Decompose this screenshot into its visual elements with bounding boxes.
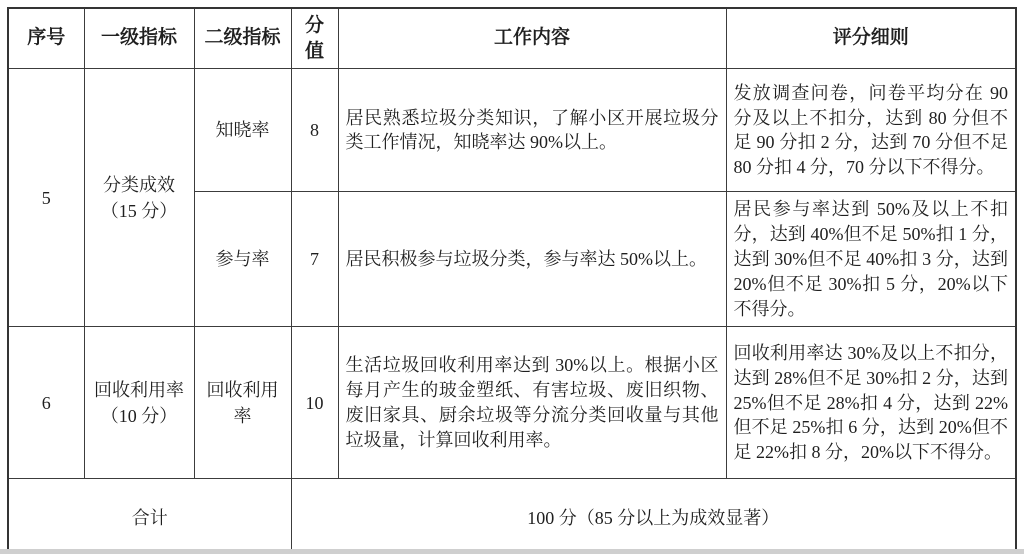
cell-score-recycling: 10 [291, 327, 338, 479]
cell-work-content-awareness: 居民熟悉垃圾分类知识，了解小区开展垃圾分类工作情况，知晓率达 90%以上。 [338, 69, 726, 192]
table-row-awareness-rate [8, 69, 1016, 192]
level1-label-line1: 回收利用率 [94, 379, 184, 400]
level1-label-line1: 分类成效 [103, 174, 175, 195]
cell-score-participation: 7 [291, 192, 338, 327]
cell-level2-recycling-rate: 回收利用率 [194, 327, 291, 479]
header-row [8, 8, 1016, 69]
header-cell-level1-indicator: 一级指标 [84, 8, 194, 69]
cell-scoring-rules-awareness: 发放调查问卷，问卷平均分在 90 分及以上不扣分，达到 80 分但不足 90 分扣 2 分，达到 70 分但不足 80 分扣 4 分，70 分以下不得分。 [726, 69, 1016, 192]
header-cell-score [291, 8, 338, 69]
header-cell-serial-number: 序号 [8, 8, 84, 69]
cell-total-label: 合计 [8, 479, 291, 554]
header-cell-work-content: 工作内容 [338, 8, 726, 69]
cell-work-content-participation: 居民积极参与垃圾分类，参与率达 50%以上。 [338, 192, 726, 327]
cell-work-content-recycling: 生活垃圾回收利用率达到 30%以上。根据小区每月产生的玻金塑纸、有害垃圾、废旧织物、废旧家具、厨余垃圾等分流分类回收量与其他垃圾量，计算回收利用率。 [338, 327, 726, 479]
score-header-label: 分值 [304, 15, 324, 62]
cell-serial-6: 6 [8, 327, 84, 479]
cell-serial-5: 5 [8, 69, 84, 327]
cell-scoring-rules-participation: 居民参与率达到 50%及以上不扣分，达到 40%但不足 50%扣 1 分，达到 30%但不足 40%扣 3 分，达到 20%但不足 30%扣 5 分，20%以下不得分。 [726, 192, 1016, 327]
cell-total-value: 100 分（85 分以上为成效显著） [291, 479, 1016, 554]
table-row-total [8, 479, 1016, 554]
header-cell-level2-indicator: 二级指标 [194, 8, 291, 69]
cell-scoring-rules-recycling: 回收利用率达 30%及以上不扣分，达到 28%但不足 30%扣 2 分，达到 25%但不足 28%扣 4 分，达到 22%但不足 25%扣 6 分，达到 20%但不足 22%扣 8 分，20%以下不得分。 [726, 327, 1016, 479]
cell-level1-classification-effect [84, 69, 194, 327]
cell-score-awareness: 8 [291, 69, 338, 192]
screenshot-bottom-edge [0, 549, 1024, 554]
cell-level1-recycling-rate [84, 327, 194, 479]
cell-level2-awareness-rate: 知晓率 [194, 69, 291, 192]
level1-label-line2: （10 分） [100, 405, 178, 426]
scoring-rubric-table [7, 7, 1017, 554]
cell-level2-participation-rate: 参与率 [194, 192, 291, 327]
table-row-recycling-rate [8, 327, 1016, 479]
level1-label-line2: （15 分） [100, 200, 178, 221]
header-cell-scoring-rules: 评分细则 [726, 8, 1016, 69]
